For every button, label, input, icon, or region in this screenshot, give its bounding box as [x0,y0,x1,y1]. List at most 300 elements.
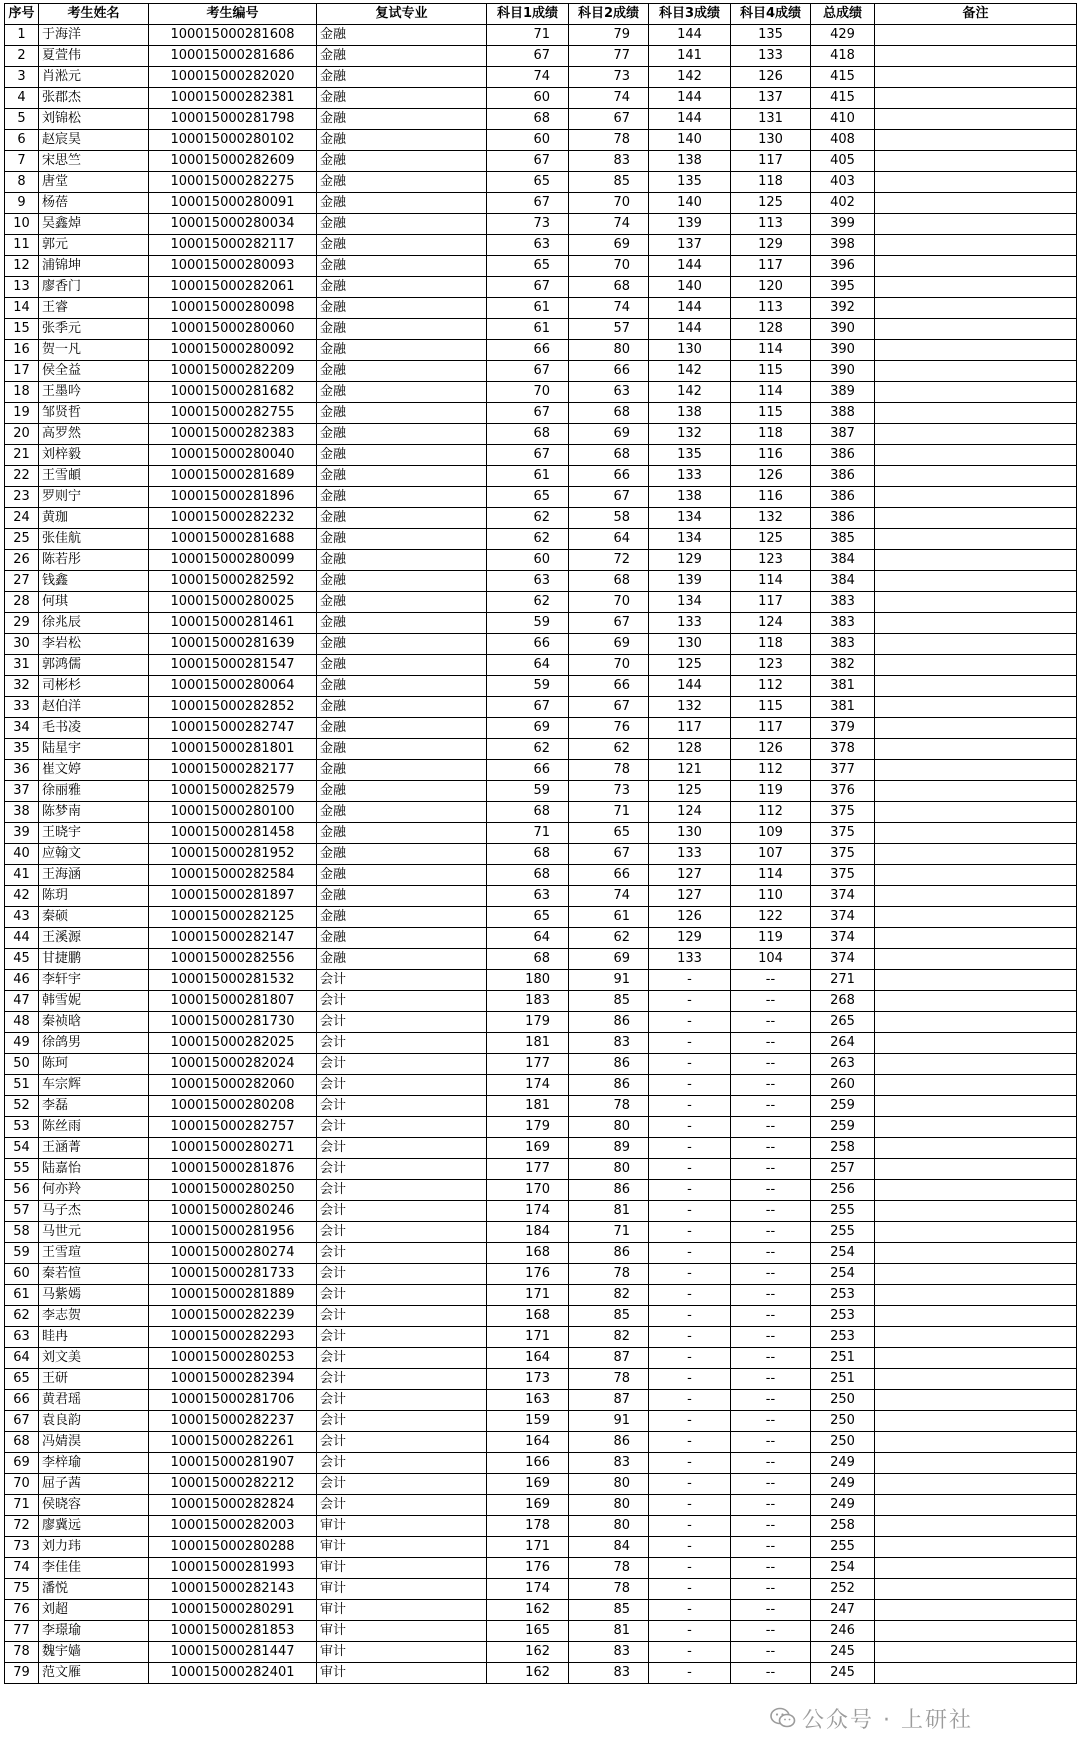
row-number-cell: 67 [5,1411,39,1432]
student-id-cell: 100015000282609 [149,151,317,172]
total-score-cell: 253 [811,1285,875,1306]
total-score-cell: 254 [811,1243,875,1264]
row-number-cell: 56 [5,1180,39,1201]
score-4-cell: 118 [731,634,811,655]
major-cell: 金融 [317,865,487,886]
total-score-cell: 415 [811,67,875,88]
score-1-cell: 60 [487,130,569,151]
major-cell: 金融 [317,214,487,235]
remark-cell [875,1075,1077,1096]
table-row [5,46,1077,67]
major-cell: 金融 [317,298,487,319]
student-id-cell: 100015000282747 [149,718,317,739]
score-1-cell: 67 [487,46,569,67]
remark-cell [875,1138,1077,1159]
student-name-cell: 崔文婷 [39,760,149,781]
score-4-cell: -- [731,1621,811,1642]
score-2-cell: 87 [569,1348,649,1369]
student-id-cell: 100015000281447 [149,1642,317,1663]
score-1-cell: 63 [487,235,569,256]
student-name-cell: 秦祯晗 [39,1012,149,1033]
student-name-cell: 唐堂 [39,172,149,193]
major-cell: 金融 [317,676,487,697]
table-row [5,109,1077,130]
student-name-cell: 李佳佳 [39,1558,149,1579]
score-1-cell: 166 [487,1453,569,1474]
row-number-cell: 54 [5,1138,39,1159]
student-id-cell: 100015000280098 [149,298,317,319]
remark-cell [875,550,1077,571]
score-4-cell: 114 [731,865,811,886]
major-cell: 金融 [317,718,487,739]
student-id-cell: 100015000282239 [149,1306,317,1327]
table-row [5,1222,1077,1243]
student-name-cell: 王溪源 [39,928,149,949]
score-3-cell: - [649,991,731,1012]
score-3-cell: 138 [649,403,731,424]
score-1-cell: 177 [487,1159,569,1180]
total-score-cell: 245 [811,1663,875,1684]
student-name-cell: 范文雁 [39,1663,149,1684]
total-score-cell: 375 [811,844,875,865]
score-1-cell: 183 [487,991,569,1012]
total-score-cell: 256 [811,1180,875,1201]
header-cell: 科目3成绩 [649,4,731,25]
score-2-cell: 65 [569,823,649,844]
row-number-cell: 48 [5,1012,39,1033]
score-3-cell: 129 [649,550,731,571]
table-row [5,1474,1077,1495]
score-3-cell: 134 [649,592,731,613]
score-1-cell: 68 [487,844,569,865]
table-row [5,1138,1077,1159]
row-number-cell: 9 [5,193,39,214]
remark-cell [875,466,1077,487]
remark-cell [875,25,1077,46]
student-id-cell: 100015000282757 [149,1117,317,1138]
score-1-cell: 68 [487,109,569,130]
total-score-cell: 268 [811,991,875,1012]
student-id-cell: 100015000281461 [149,613,317,634]
score-3-cell: 125 [649,781,731,802]
score-3-cell: 140 [649,277,731,298]
score-2-cell: 71 [569,802,649,823]
remark-cell [875,949,1077,970]
student-id-cell: 100015000281897 [149,886,317,907]
score-1-cell: 59 [487,613,569,634]
student-name-cell: 王晓宇 [39,823,149,844]
student-name-cell: 李志贺 [39,1306,149,1327]
student-name-cell: 黄君瑶 [39,1390,149,1411]
row-number-cell: 69 [5,1453,39,1474]
total-score-cell: 384 [811,571,875,592]
student-id-cell: 100015000282293 [149,1327,317,1348]
score-3-cell: 139 [649,571,731,592]
major-cell: 会计 [317,991,487,1012]
table-row [5,1369,1077,1390]
watermark [770,1705,973,1731]
score-3-cell: 133 [649,844,731,865]
total-score-cell: 271 [811,970,875,991]
score-1-cell: 59 [487,781,569,802]
header-row [5,4,1077,25]
table-row [5,1054,1077,1075]
table-row [5,1579,1077,1600]
total-score-cell: 254 [811,1264,875,1285]
score-4-cell: 115 [731,403,811,424]
student-id-cell: 100015000280100 [149,802,317,823]
score-4-cell: -- [731,1348,811,1369]
major-cell: 金融 [317,193,487,214]
table-row [5,1096,1077,1117]
major-cell: 会计 [317,1306,487,1327]
score-4-cell: -- [731,1663,811,1684]
score-4-cell: 115 [731,697,811,718]
score-3-cell: - [649,1474,731,1495]
student-name-cell: 陆星宇 [39,739,149,760]
score-4-cell: -- [731,1180,811,1201]
major-cell: 金融 [317,844,487,865]
remark-cell [875,529,1077,550]
student-id-cell: 100015000282125 [149,907,317,928]
student-name-cell: 陈丝雨 [39,1117,149,1138]
score-1-cell: 177 [487,1054,569,1075]
major-cell: 金融 [317,88,487,109]
total-score-cell: 251 [811,1348,875,1369]
student-id-cell: 100015000280246 [149,1201,317,1222]
total-score-cell: 247 [811,1600,875,1621]
score-1-cell: 66 [487,634,569,655]
remark-cell [875,1264,1077,1285]
total-score-cell: 255 [811,1201,875,1222]
remark-cell [875,1516,1077,1537]
total-score-cell: 254 [811,1558,875,1579]
student-name-cell: 应翰文 [39,844,149,865]
student-id-cell: 100015000282003 [149,1516,317,1537]
score-2-cell: 83 [569,1642,649,1663]
score-4-cell: 109 [731,823,811,844]
major-cell: 审计 [317,1600,487,1621]
major-cell: 金融 [317,67,487,88]
total-score-cell: 383 [811,613,875,634]
score-3-cell: 140 [649,130,731,151]
score-3-cell: - [649,1537,731,1558]
score-3-cell: 144 [649,676,731,697]
total-score-cell: 384 [811,550,875,571]
score-2-cell: 81 [569,1621,649,1642]
student-name-cell: 李磊 [39,1096,149,1117]
major-cell: 会计 [317,1390,487,1411]
major-cell: 会计 [317,1054,487,1075]
student-id-cell: 100015000280271 [149,1138,317,1159]
score-1-cell: 66 [487,760,569,781]
table-row [5,403,1077,424]
header-cell: 考生姓名 [39,4,149,25]
total-score-cell: 249 [811,1474,875,1495]
student-name-cell: 李轩宇 [39,970,149,991]
student-id-cell: 100015000282579 [149,781,317,802]
total-score-cell: 374 [811,907,875,928]
total-score-cell: 389 [811,382,875,403]
score-4-cell: -- [731,1222,811,1243]
score-3-cell: 142 [649,67,731,88]
score-1-cell: 67 [487,403,569,424]
table-row [5,1390,1077,1411]
remark-cell [875,1537,1077,1558]
score-3-cell: 130 [649,340,731,361]
student-id-cell: 100015000282232 [149,508,317,529]
score-4-cell: 123 [731,655,811,676]
student-name-cell: 韩雪妮 [39,991,149,1012]
total-score-cell: 250 [811,1411,875,1432]
table-row [5,1642,1077,1663]
table-row [5,424,1077,445]
table-row [5,718,1077,739]
total-score-cell: 390 [811,319,875,340]
score-4-cell: -- [731,1600,811,1621]
student-id-cell: 100015000282177 [149,760,317,781]
score-2-cell: 86 [569,1054,649,1075]
student-id-cell: 100015000282383 [149,424,317,445]
remark-cell [875,802,1077,823]
remark-cell [875,1012,1077,1033]
table-row [5,1663,1077,1684]
total-score-cell: 390 [811,361,875,382]
score-4-cell: -- [731,1453,811,1474]
student-name-cell: 陈梦南 [39,802,149,823]
total-score-cell: 382 [811,655,875,676]
score-2-cell: 85 [569,1306,649,1327]
score-2-cell: 89 [569,1138,649,1159]
score-2-cell: 78 [569,1264,649,1285]
row-number-cell: 50 [5,1054,39,1075]
remark-cell [875,193,1077,214]
row-number-cell: 12 [5,256,39,277]
score-1-cell: 169 [487,1474,569,1495]
remark-cell [875,1285,1077,1306]
score-1-cell: 168 [487,1243,569,1264]
score-2-cell: 78 [569,1558,649,1579]
score-2-cell: 67 [569,109,649,130]
student-id-cell: 100015000280064 [149,676,317,697]
table-row [5,739,1077,760]
major-cell: 金融 [317,613,487,634]
table-row [5,256,1077,277]
row-number-cell: 75 [5,1579,39,1600]
total-score-cell: 375 [811,823,875,844]
score-2-cell: 67 [569,697,649,718]
student-id-cell: 100015000282852 [149,697,317,718]
row-number-cell: 21 [5,445,39,466]
score-1-cell: 67 [487,697,569,718]
table-row [5,1621,1077,1642]
total-score-cell: 405 [811,151,875,172]
score-4-cell: 114 [731,340,811,361]
total-score-cell: 246 [811,1621,875,1642]
major-cell: 金融 [317,151,487,172]
major-cell: 会计 [317,1495,487,1516]
student-id-cell: 100015000282060 [149,1075,317,1096]
score-4-cell: 114 [731,382,811,403]
student-name-cell: 陆嘉怡 [39,1159,149,1180]
row-number-cell: 46 [5,970,39,991]
student-name-cell: 刘梓毅 [39,445,149,466]
score-3-cell: 138 [649,487,731,508]
score-2-cell: 78 [569,1096,649,1117]
major-cell: 金融 [317,592,487,613]
score-3-cell: 127 [649,886,731,907]
total-score-cell: 249 [811,1453,875,1474]
score-2-cell: 72 [569,550,649,571]
major-cell: 金融 [317,25,487,46]
score-4-cell: 116 [731,487,811,508]
score-4-cell: -- [731,1390,811,1411]
major-cell: 会计 [317,1222,487,1243]
score-3-cell: - [649,1138,731,1159]
major-cell: 会计 [317,970,487,991]
student-name-cell: 高罗然 [39,424,149,445]
table-row [5,613,1077,634]
total-score-cell: 374 [811,949,875,970]
student-id-cell: 100015000281907 [149,1453,317,1474]
major-cell: 会计 [317,1012,487,1033]
total-score-cell: 376 [811,781,875,802]
major-cell: 金融 [317,949,487,970]
student-name-cell: 宋思竺 [39,151,149,172]
student-name-cell: 王睿 [39,298,149,319]
table-row [5,235,1077,256]
score-2-cell: 78 [569,1369,649,1390]
score-4-cell: -- [731,1012,811,1033]
score-2-cell: 68 [569,445,649,466]
total-score-cell: 379 [811,718,875,739]
score-3-cell: - [649,1432,731,1453]
remark-cell [875,760,1077,781]
table-row [5,1537,1077,1558]
major-cell: 金融 [317,361,487,382]
row-number-cell: 55 [5,1159,39,1180]
total-score-cell: 386 [811,445,875,466]
row-number-cell: 25 [5,529,39,550]
remark-cell [875,67,1077,88]
row-number-cell: 64 [5,1348,39,1369]
remark-cell [875,1432,1077,1453]
student-name-cell: 何琪 [39,592,149,613]
remark-cell [875,508,1077,529]
score-2-cell: 70 [569,592,649,613]
table-row [5,1453,1077,1474]
student-id-cell: 100015000281608 [149,25,317,46]
score-4-cell: 119 [731,928,811,949]
table-row [5,550,1077,571]
student-name-cell: 屈子茜 [39,1474,149,1495]
remark-cell [875,1579,1077,1600]
row-number-cell: 60 [5,1264,39,1285]
student-id-cell: 100015000280253 [149,1348,317,1369]
score-2-cell: 69 [569,949,649,970]
score-3-cell: 140 [649,193,731,214]
student-id-cell: 100015000281876 [149,1159,317,1180]
row-number-cell: 78 [5,1642,39,1663]
student-id-cell: 100015000281686 [149,46,317,67]
table-row [5,214,1077,235]
row-number-cell: 4 [5,88,39,109]
row-number-cell: 19 [5,403,39,424]
student-name-cell: 廖冀远 [39,1516,149,1537]
score-4-cell: 125 [731,193,811,214]
remark-cell [875,487,1077,508]
student-name-cell: 吴鑫焯 [39,214,149,235]
score-1-cell: 61 [487,298,569,319]
total-score-cell: 378 [811,739,875,760]
student-name-cell: 赵伯洋 [39,697,149,718]
score-4-cell: 131 [731,109,811,130]
student-id-cell: 100015000280291 [149,1600,317,1621]
remark-cell [875,382,1077,403]
row-number-cell: 74 [5,1558,39,1579]
student-id-cell: 100015000280274 [149,1243,317,1264]
score-2-cell: 86 [569,1432,649,1453]
row-number-cell: 20 [5,424,39,445]
student-name-cell: 郭元 [39,235,149,256]
row-number-cell: 63 [5,1327,39,1348]
row-number-cell: 17 [5,361,39,382]
score-3-cell: - [649,1495,731,1516]
student-name-cell: 王墨吟 [39,382,149,403]
table-row [5,760,1077,781]
total-score-cell: 245 [811,1642,875,1663]
score-4-cell: 117 [731,256,811,277]
header-cell: 备注 [875,4,1077,25]
total-score-cell: 260 [811,1075,875,1096]
total-score-cell: 386 [811,487,875,508]
table-row [5,1117,1077,1138]
total-score-cell: 263 [811,1054,875,1075]
score-4-cell: -- [731,1243,811,1264]
score-1-cell: 64 [487,928,569,949]
remark-cell [875,1327,1077,1348]
score-1-cell: 65 [487,907,569,928]
score-4-cell: 123 [731,550,811,571]
major-cell: 金融 [317,466,487,487]
student-name-cell: 刘超 [39,1600,149,1621]
row-number-cell: 76 [5,1600,39,1621]
row-number-cell: 33 [5,697,39,718]
student-id-cell: 100015000281801 [149,739,317,760]
remark-cell [875,445,1077,466]
remark-cell [875,256,1077,277]
score-2-cell: 80 [569,1495,649,1516]
score-2-cell: 69 [569,235,649,256]
student-id-cell: 100015000281896 [149,487,317,508]
score-2-cell: 67 [569,613,649,634]
total-score-cell: 429 [811,25,875,46]
total-score-cell: 387 [811,424,875,445]
table-row [5,865,1077,886]
remark-cell [875,1159,1077,1180]
score-4-cell: -- [731,1327,811,1348]
score-2-cell: 83 [569,1663,649,1684]
student-name-cell: 廖香门 [39,277,149,298]
major-cell: 会计 [317,1453,487,1474]
score-3-cell: - [649,1180,731,1201]
score-2-cell: 81 [569,1201,649,1222]
remark-cell [875,403,1077,424]
row-number-cell: 30 [5,634,39,655]
score-4-cell: 130 [731,130,811,151]
major-cell: 会计 [317,1033,487,1054]
row-number-cell: 39 [5,823,39,844]
